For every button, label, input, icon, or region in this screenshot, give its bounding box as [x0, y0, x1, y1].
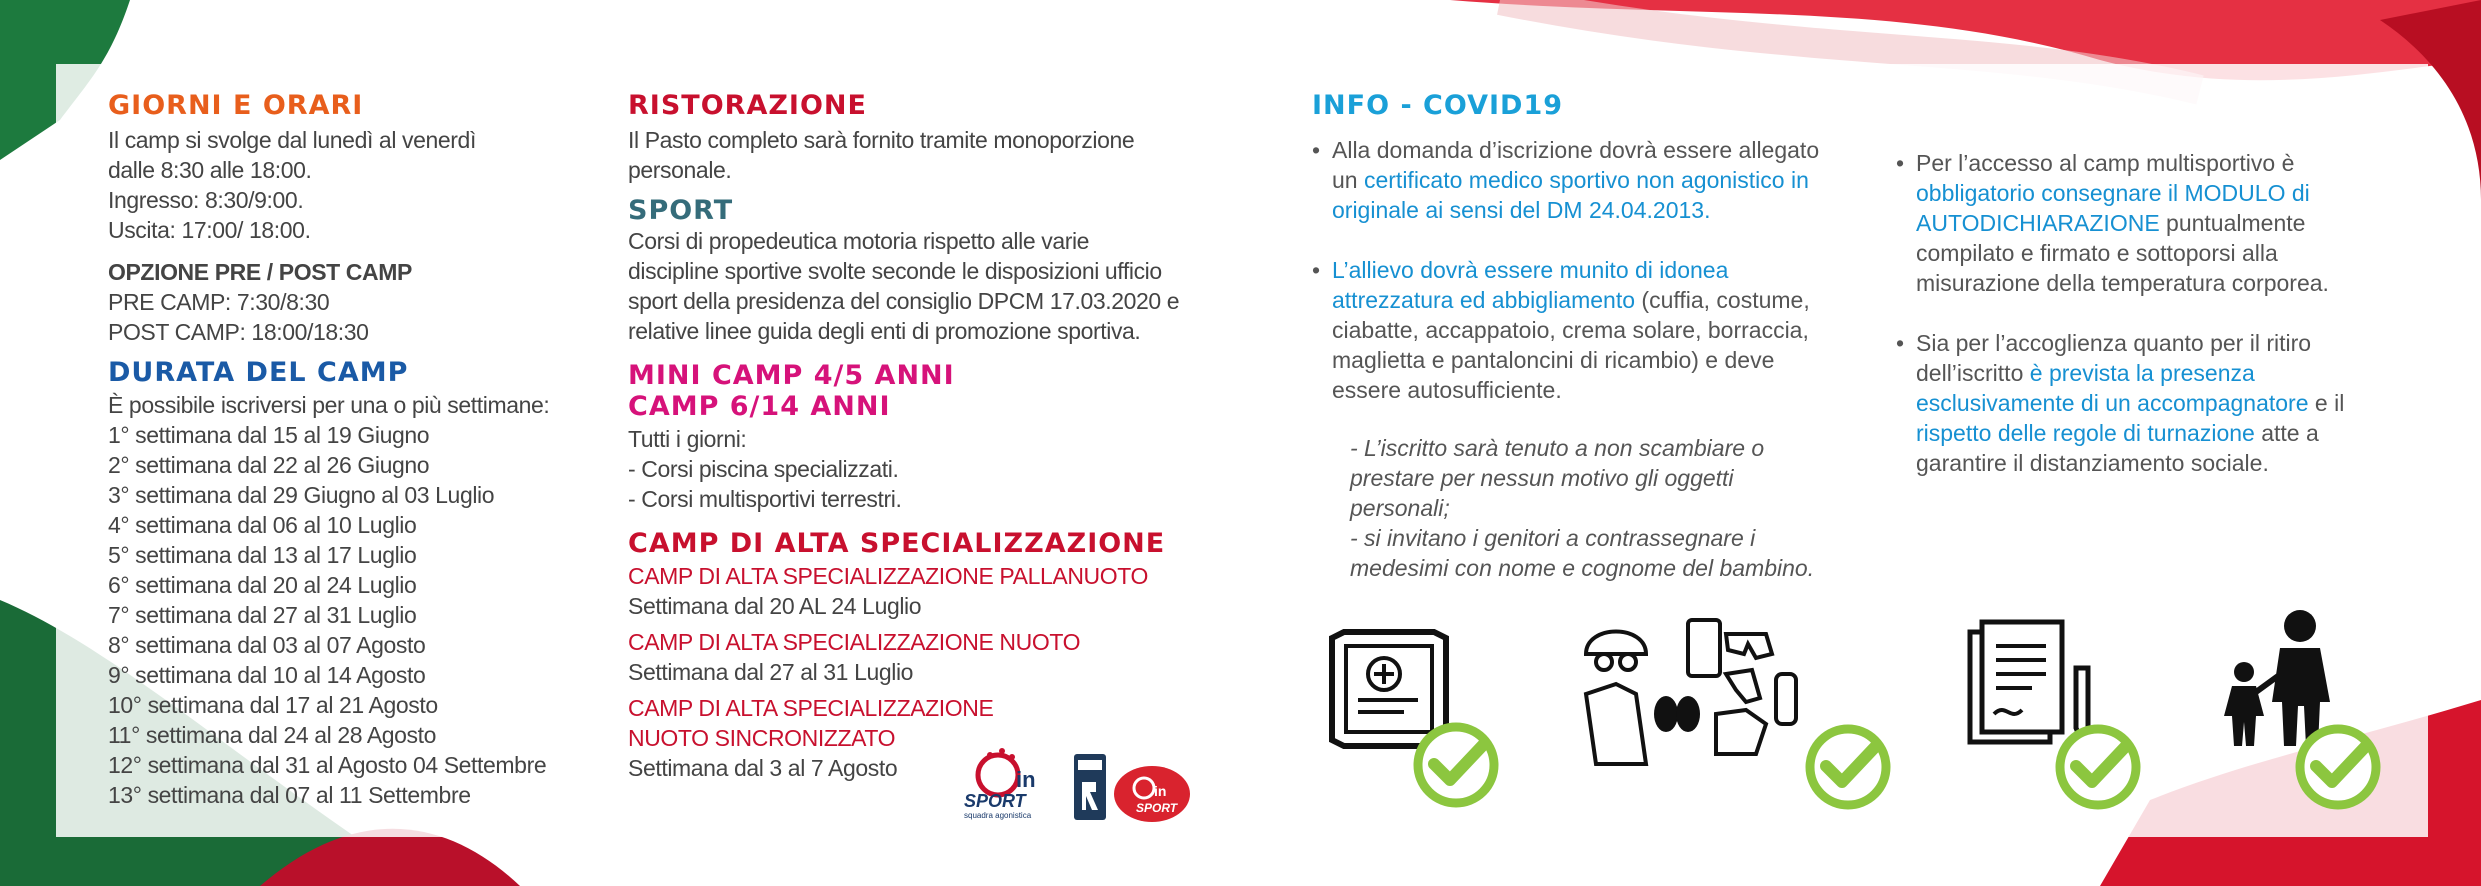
durata-intro: È possibile iscriversi per una o più settimane:: [108, 392, 550, 418]
mini-camp-title: MINI CAMP 4/5 ANNI: [628, 360, 955, 391]
week-item: 12° settimana dal 31 al Agosto 04 Settembre: [108, 752, 547, 778]
insport-cap-in: in: [1154, 783, 1167, 799]
bullet-text: puntualmente compilato e firmato e sottoporsi alla misurazione della temperatura corporea.: [1916, 210, 2329, 296]
alta-item-date: Settimana dal 27 al 31 Luglio: [628, 659, 914, 685]
giorni-line: dalle 8:30 alle 18:00.: [108, 157, 312, 183]
column-covid: [1312, 90, 1832, 583]
bullet-text: Per l’accesso al camp multisportivo è: [1916, 150, 2295, 176]
check-icon: [1408, 720, 1504, 810]
bullet-highlight: rispetto delle regole di turnazione: [1916, 420, 2255, 446]
column-activities: [628, 90, 1228, 783]
alta-item-date: Settimana dal 3 al 7 Agosto: [628, 755, 898, 781]
week-item: 9° settimana dal 10 al 14 Agosto: [108, 662, 426, 688]
check-icon: [2050, 722, 2146, 812]
bullet-highlight: certificato medico sportivo non agonistico in originale ai sensi del DM 24.04.2013.: [1332, 167, 1809, 223]
bullet-highlight: è prevista la presenza esclusivamente di un accompagnatore: [1916, 360, 2309, 416]
column-schedule: [108, 90, 578, 810]
mini-line: - Corsi multisportivi terrestri.: [628, 486, 902, 512]
ristorazione-line: personale.: [628, 157, 732, 183]
week-item: 10° settimana dal 17 al 21 Agosto: [108, 692, 438, 718]
italic-note-line: - si invitano i genitori a contrassegnare i: [1350, 525, 1756, 551]
covid-bullet-equipment: [1312, 255, 1832, 405]
sport-title: SPORT: [628, 195, 734, 226]
equipment-icon: [1576, 614, 1816, 784]
sport-line: discipline sportive svolte seconde le disposizioni ufficio: [628, 258, 1162, 284]
insport-logo-text: SPORT: [964, 791, 1026, 811]
week-item: 2° settimana dal 22 al 26 Giugno: [108, 452, 430, 478]
insport-squadra-logo: [960, 745, 1068, 820]
italic-note-line: medesimi con nome e cognome del bambino.: [1350, 555, 1815, 581]
mini-line: Tutti i giorni:: [628, 426, 747, 452]
column-covid-right: [1896, 148, 2396, 508]
check-icon: [1800, 722, 1896, 812]
alta-item-name: CAMP DI ALTA SPECIALIZZAZIONE PALLANUOTO: [628, 563, 1148, 589]
insport-cap-logo: [1112, 760, 1192, 822]
week-item: 4° settimana dal 06 al 10 Luglio: [108, 512, 417, 538]
italic-note-line: prestare per nessun motivo gli oggetti personali;: [1350, 465, 1734, 521]
sport-line: Corsi di propedeutica motoria rispetto alle varie: [628, 228, 1090, 254]
giorni-line: Uscita: 17:00/ 18:00.: [108, 217, 311, 243]
sport-line: sport della presidenza del consiglio DPCM 17.03.2020 e: [628, 288, 1180, 314]
alta-item-name: CAMP DI ALTA SPECIALIZZAZIONE: [628, 695, 994, 721]
alta-item-date: Settimana dal 20 AL 24 Luglio: [628, 593, 922, 619]
giorni-orari-title: GIORNI E ORARI: [108, 90, 364, 121]
covid-bullet-declaration: [1896, 148, 2396, 298]
week-item: 5° settimana dal 13 al 17 Luglio: [108, 542, 417, 568]
ristorazione-title: RISTORAZIONE: [628, 90, 867, 121]
bullet-text: Alla domanda d’iscrizione dovrà essere allegato un: [1332, 137, 1820, 193]
covid-title: INFO - COVID19: [1312, 90, 1564, 121]
alta-spec-title: CAMP DI ALTA SPECIALIZZAZIONE: [628, 528, 1166, 559]
week-item: 13° settimana dal 07 al 11 Settembre: [108, 782, 471, 808]
bullet-text: e il: [2308, 390, 2345, 416]
opzione-title: OPZIONE PRE / POST CAMP: [108, 259, 412, 285]
insport-logo-in: in: [1016, 767, 1036, 792]
week-item: 6° settimana dal 20 al 24 Luglio: [108, 572, 417, 598]
insport-cap-text: SPORT: [1136, 801, 1178, 815]
mini-line: - Corsi piscina specializzati.: [628, 456, 899, 482]
sport-line: relative linee guida degli enti di promozione sportiva.: [628, 318, 1141, 344]
week-item: 1° settimana dal 15 al 19 Giugno: [108, 422, 430, 448]
opzione-line: PRE CAMP: 7:30/8:30: [108, 289, 330, 315]
week-item: 11° settimana dal 24 al 28 Agosto: [108, 722, 437, 748]
club-crest-logo: [1072, 752, 1108, 822]
covid-bullet-certificate: [1312, 135, 1832, 225]
alta-item-name: CAMP DI ALTA SPECIALIZZAZIONE NUOTO: [628, 629, 1081, 655]
week-item: 3° settimana dal 29 Giugno al 03 Luglio: [108, 482, 495, 508]
weeks-list: [108, 420, 578, 810]
bullet-highlight: L’allievo dovrà essere munito di idonea attrezzatura ed abbigliamento: [1332, 257, 1729, 313]
covid-bullets-right: [1896, 148, 2396, 478]
ristorazione-line: Il Pasto completo sarà fornito tramite monoporzione: [628, 127, 1135, 153]
week-item: 7° settimana dal 27 al 31 Luglio: [108, 602, 417, 628]
italic-note-line: - L’iscritto sarà tenuto a non scambiare o: [1350, 435, 1765, 461]
insport-logo-sub: squadra agonistica: [964, 811, 1032, 820]
covid-bullets-left: [1312, 135, 1832, 405]
bullet-text: (cuffia, costume, ciabatte, accappatoio, crema solare, borraccia, maglietta e pantaloncini di ricambio) e deve essere autosufficiente.: [1332, 287, 1810, 403]
check-icon: [2290, 722, 2386, 812]
camp-6-14-title: CAMP 6/14 ANNI: [628, 391, 891, 422]
week-item: 8° settimana dal 03 al 07 Agosto: [108, 632, 426, 658]
giorni-line: Ingresso: 8:30/9:00.: [108, 187, 304, 213]
covid-bullet-accompanier: [1896, 328, 2396, 478]
covid-italic-notes: [1350, 433, 1832, 583]
opzione-line: POST CAMP: 18:00/18:30: [108, 319, 369, 345]
bullet-highlight: obbligatorio consegnare il MODULO di AUTODICHIARAZIONE: [1916, 180, 2310, 236]
durata-title: DURATA DEL CAMP: [108, 357, 409, 388]
alta-item-name: NUOTO SINCRONIZZATO: [628, 725, 896, 751]
bullet-text: atte a garantire il distanziamento sociale.: [1916, 420, 2319, 476]
giorni-line: Il camp si svolge dal lunedì al venerdì: [108, 127, 476, 153]
bullet-text: Sia per l’accoglienza quanto per il ritiro dell’iscritto: [1916, 330, 2312, 386]
